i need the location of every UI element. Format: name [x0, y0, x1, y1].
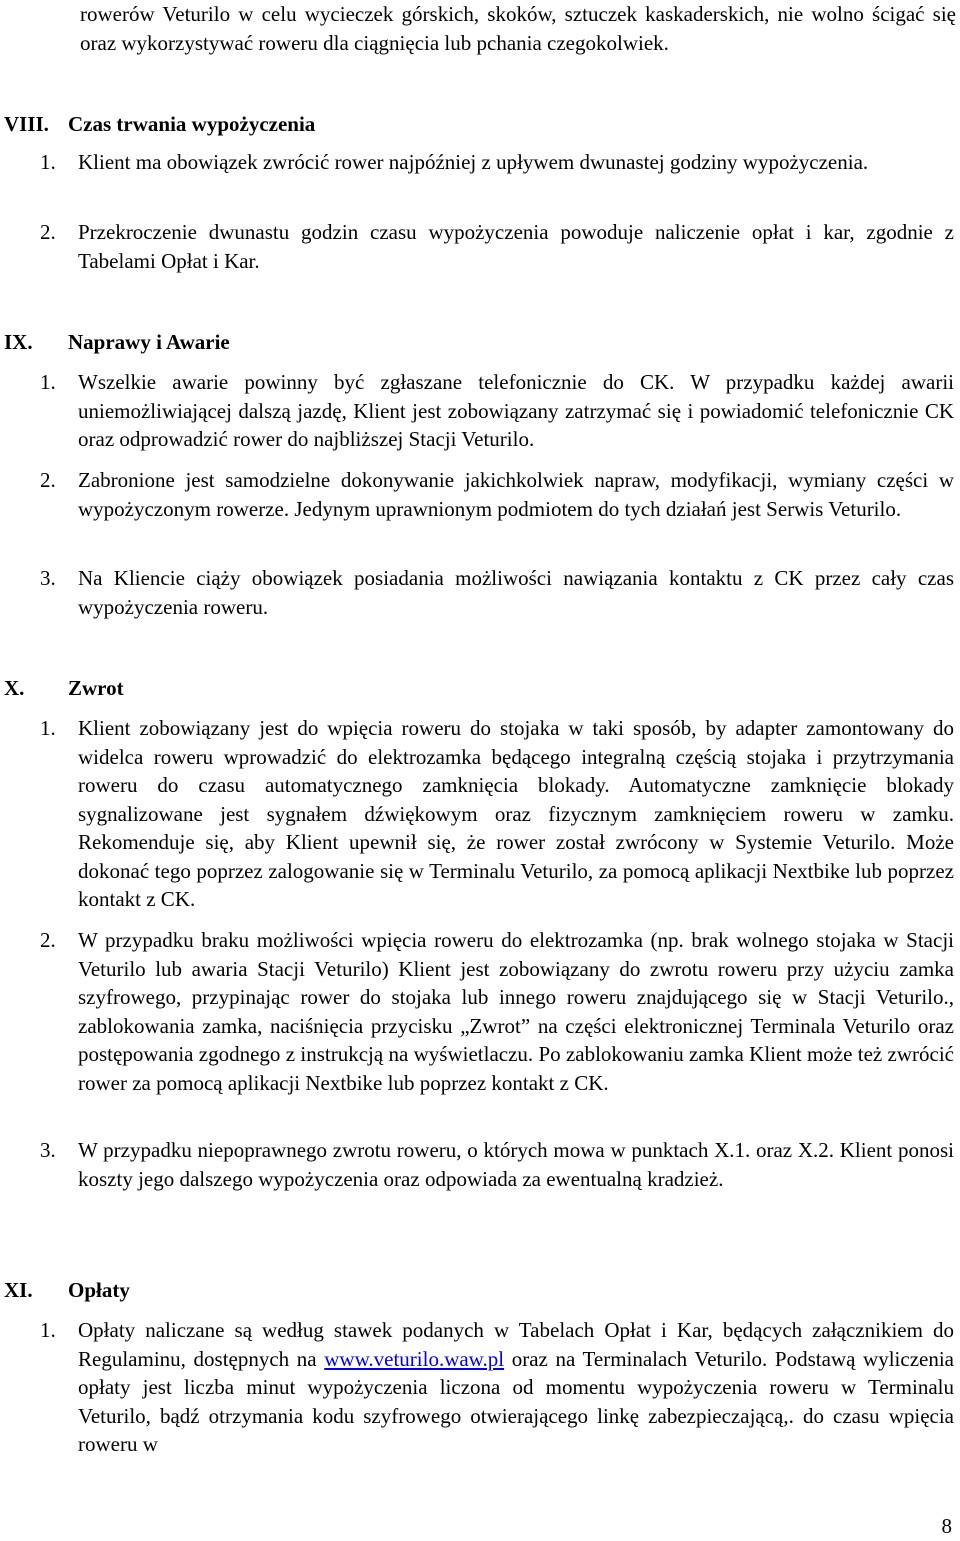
section-number: X. — [4, 676, 25, 700]
section-heading-viii — [4, 110, 315, 139]
section-title: Naprawy i Awarie — [68, 330, 230, 354]
item-number: 2. — [40, 220, 56, 244]
item-text: Klient zobowiązany jest do wpięcia roweru do stojaka w taki sposób, by adapter zamontowany do widelca roweru wprowadzić do elektrozamka będącego integralną częścią stojaka i przytrzymania roweru do czasu automatycznego zamknięcia blokady. Automatyczne zamknięcie blokady sygnalizowane jest sygnałem dźwiękowym oraz fizycznym zamknięciem roweru w zamku. Rekomenduje się, aby Klient upewnił się, że rower został zwrócony w Systemie Veturilo. Może dokonać tego poprzez zalogowanie się w Terminalu Veturilo, za pomocą aplikacji Nextbike lub poprzez kontakt z CK. — [78, 716, 954, 911]
section-number: XI. — [4, 1278, 33, 1302]
list-item — [40, 714, 956, 914]
list-item — [40, 564, 956, 621]
list-item — [40, 368, 956, 454]
section-heading-x — [4, 674, 124, 703]
item-number: 2. — [40, 468, 56, 492]
item-text: W przypadku braku możliwości wpięcia roweru do elektrozamka (np. brak wolnego stojaka w Stacji Veturilo lub awaria Stacji Veturilo) Klient jest zobowiązany do zwrotu roweru przy użyciu zamka szyfrowego, przypinając rower do stojaka lub innego roweru znajdującego się w Stacji Veturilo., zablokowania zamka, naciśnięcia przycisku „Zwrot” na części elektronicznej Terminala Veturilo oraz postępowania zgodnego z instrukcją na wyświetlaczu. Po zablokowaniu zamka Klient może też zwrócić rower za pomocą aplikacji Nextbike lub poprzez kontakt z CK. — [78, 928, 954, 1095]
item-text-after: oraz na Terminalach Veturilo. Podstawą wyliczenia opłaty jest liczba minut wypożyczenia liczona od momentu wypożyczenia roweru w Terminalu Veturilo, bądź otrzymania kodu szyfrowego otwierającego linkę zabezpieczającą,. do czasu wpięcia roweru w — [78, 1346, 954, 1456]
section-title: Zwrot — [68, 676, 124, 700]
section-number: VIII. — [4, 112, 49, 136]
intro-paragraph — [80, 0, 956, 57]
list-item — [40, 148, 956, 177]
item-text: Klient ma obowiązek zwrócić rower najpóźniej z upływem dwunastej godziny wypożyczenia. — [78, 150, 869, 174]
veturilo-link[interactable]: www.veturilo.waw.pl — [324, 1346, 505, 1371]
item-text: W przypadku niepoprawnego zwrotu roweru, o których mowa w punktach X.1. oraz X.2. Klient ponosi koszty jego dalszego wypożyczenia oraz odpowiada za ewentualną kradzież. — [78, 1138, 954, 1191]
list-item — [40, 926, 956, 1097]
section-number: IX. — [4, 330, 33, 354]
list-item — [40, 218, 956, 275]
section-heading-xi — [4, 1276, 130, 1305]
item-number: 1. — [40, 370, 56, 394]
section-title: Czas trwania wypożyczenia — [68, 112, 316, 136]
item-number: 1. — [40, 716, 56, 740]
item-text: Zabronione jest samodzielne dokonywanie jakichkolwiek napraw, modyfikacji, wymiany części w wypożyczonym rowerze. Jedynym uprawnionym podmiotem do tych działań jest Serwis Veturilo. — [78, 468, 954, 521]
section-title: Opłaty — [68, 1278, 130, 1302]
list-item — [40, 466, 956, 523]
intro-text: rowerów Veturilo w celu wycieczek górskich, skoków, sztuczek kaskaderskich, nie wolno ścigać się oraz wykorzystywać roweru dla ciągnięcia lub pchania czegokolwiek. — [80, 2, 956, 55]
page-number: 8 — [941, 1514, 952, 1538]
item-number: 3. — [40, 566, 56, 590]
item-number: 1. — [40, 150, 56, 174]
item-number: 2. — [40, 928, 56, 952]
list-item — [40, 1316, 956, 1459]
item-text-before: Opłaty naliczane są według stawek podanych w Tabelach Opłat i Kar, będących załącznikiem do Regulaminu, dostępnych na — [78, 1318, 954, 1371]
item-text: Przekroczenie dwunastu godzin czasu wypożyczenia powoduje naliczenie opłat i kar, zgodnie z Tabelami Opłat i Kar. — [78, 220, 954, 273]
item-number: 3. — [40, 1138, 56, 1162]
list-item — [40, 1136, 956, 1193]
section-heading-ix — [4, 328, 230, 357]
item-text: Na Kliencie ciąży obowiązek posiadania możliwości nawiązania kontaktu z CK przez cały czas wypożyczenia roweru. — [78, 566, 954, 619]
item-text — [78, 1316, 954, 1459]
item-number: 1. — [40, 1318, 56, 1342]
item-text: Wszelkie awarie powinny być zgłaszane telefonicznie do CK. W przypadku każdej awarii uniemożliwiającej dalszą jazdę, Klient jest zobowiązany zatrzymać się i powiadomić telefonicznie CK oraz odprowadzić rower do najbliższej Stacji Veturilo. — [78, 370, 954, 451]
